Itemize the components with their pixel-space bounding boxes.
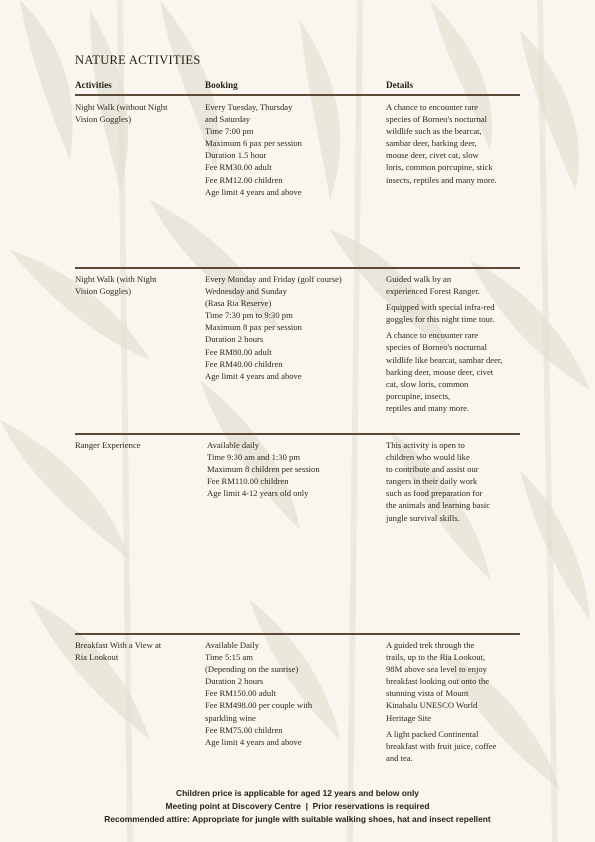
footer-meeting-point: Meeting point at Discovery Centre | Prior reservations is required [165,801,430,811]
booking-cell [205,273,383,382]
details-cell [386,639,526,768]
details-paragraph: Equipped with special infra-red goggles for this night time tour. [386,302,495,325]
footer-children-price: Children price is applicable for aged 12 years and below only [176,788,419,798]
booking-line: Time 7:00 pm [205,126,254,137]
booking-line: (Rasa Ria Reserve) [205,298,272,309]
booking-line: Time 7:30 pm to 9:30 pm [205,310,293,321]
details-paragraph: A guided trek through the trails, up to the Ria Lookout, 98M above sea level to enjoy breakfast looking out onto the stunning vista of Mount Kinabalu UNESCO World Heritage Site [386,640,490,723]
header-divider [75,94,520,96]
activity-cell [75,439,200,451]
details-paragraph: A chance to encounter rare species of Borneo's nocturnal wildlife like bearcat, sambar deer, barking deer, mouse deer, civet cat, slow loris, common porcupine, insects, reptiles and many more. [386,330,503,413]
booking-line: Maximum 8 children per session [207,464,320,475]
row-divider [75,267,520,269]
booking-line: Fee RM150.00 adult [205,688,276,699]
booking-line: Available Daily [205,640,260,650]
booking-cell [205,639,383,748]
booking-line: Maximum 6 pax per session [205,138,302,149]
activity-cell [75,101,200,125]
details-cell [386,439,526,528]
column-header-details: Details [386,80,414,90]
booking-line: Fee RM498.00 per couple with [205,700,313,711]
activity-line: Vision Goggles) [75,114,132,125]
details-paragraph: This activity is open to children who would like to contribute and assist our rangers in their daily work such as food preparation for the animals and learning basic jungle survival skills. [386,440,491,523]
booking-line: Available daily [207,440,260,450]
booking-cell [207,439,385,499]
column-header-activities: Activities [75,80,112,90]
booking-cell [205,101,383,198]
activity-line: Breakfast With a View at [75,640,162,650]
row-divider [75,633,520,635]
row-divider [75,433,520,435]
details-cell [386,273,526,418]
booking-line: Fee RM80.00 adult [205,346,272,357]
booking-line: Time 5:15 am [205,652,253,663]
booking-line: (Depending on the sunrise) [205,664,299,675]
booking-line: Duration 2 hours [205,676,264,687]
booking-line: Every Tuesday, Thursday [205,102,293,112]
booking-line: Fee RM40.00 children [205,358,283,369]
booking-line: Duration 2 hours [205,334,264,345]
activity-line: Night Walk (without Night [75,102,168,112]
booking-line: Fee RM75.00 children [205,724,283,735]
activity-cell [75,273,200,297]
booking-line: Every Monday and Friday (golf course) [205,274,342,284]
page-title: NATURE ACTIVITIES [75,53,201,67]
booking-line: Age limit 4-12 years old only [207,488,309,499]
booking-line: Wednesday and Sunday [205,286,287,297]
booking-line: Fee RM30.00 adult [205,162,272,173]
booking-line: Age limit 4 years and above [205,736,302,747]
booking-line: Maximum 8 pax per session [205,322,302,333]
booking-line: Time 9:30 am and 1:30 pm [207,452,301,463]
booking-line: Age limit 4 years and above [205,186,302,197]
column-header-booking: Booking [205,80,238,90]
footer-attire: Recommended attire: Appropriate for jungle with suitable walking shoes, hat and insect repellent [104,814,491,824]
activity-line: Ria Lookout [75,652,119,663]
booking-line: Fee RM12.00 children [205,174,283,185]
booking-line: and Saturday [205,114,251,125]
booking-line: Fee RM110.00 children [207,476,289,487]
booking-line: Duration 1.5 hour [205,150,267,161]
activity-line: Vision Goggles) [75,286,132,297]
footer-notes [0,787,595,826]
activity-line: Ranger Experience [75,440,141,450]
details-paragraph: A chance to encounter rare species of Borneo's nocturnal wildlife such as the bearcat, sambar deer, barking deer, mouse deer, civet cat, slow loris, common porcupine, stick insects, reptiles and many more. [386,102,497,185]
activity-cell [75,639,200,663]
booking-line: sparkling wine [205,712,256,723]
details-cell [386,101,526,190]
activity-line: Night Walk (with Night [75,274,157,284]
details-paragraph: Guided walk by an experienced Forest Ranger. [386,274,480,297]
booking-line: Age limit 4 years and above [205,370,302,381]
details-paragraph: A light packed Continental breakfast with fruit juice, coffee and tea. [386,728,497,763]
